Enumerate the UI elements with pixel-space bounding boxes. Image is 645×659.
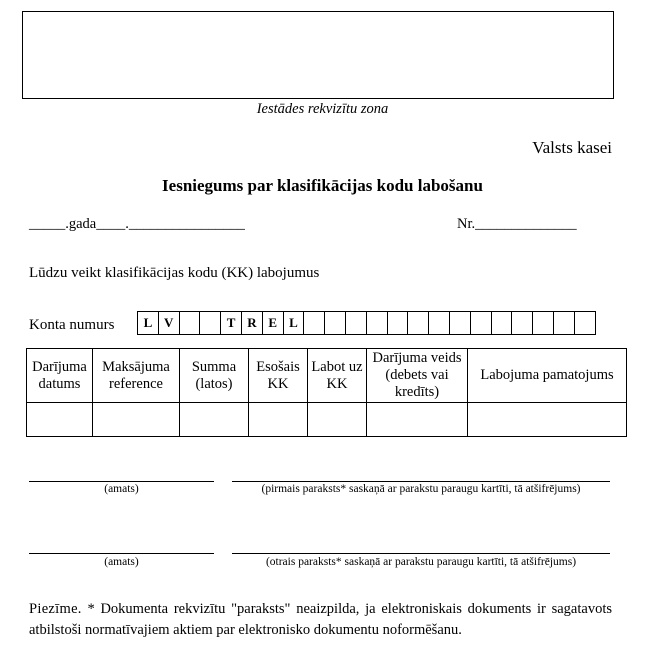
table-cell[interactable] — [93, 403, 180, 437]
table-cell[interactable] — [27, 403, 93, 437]
table-header-row — [27, 349, 627, 403]
date-line[interactable]: _____.gada____.________________ — [29, 216, 245, 232]
corrections-table — [26, 348, 627, 437]
note-label: Piezīme. — [29, 601, 82, 617]
account-cell[interactable]: L — [138, 312, 159, 334]
account-number-cells[interactable] — [137, 311, 596, 335]
col-transaction-type: Darījuma veids (debets vai kredīts) — [367, 349, 468, 403]
requisites-caption: Iestādes rekvizītu zona — [256, 101, 389, 117]
account-cell[interactable] — [450, 312, 471, 334]
account-cell[interactable]: R — [242, 312, 263, 334]
position-line-1[interactable] — [29, 481, 214, 482]
signature-line-2[interactable] — [232, 553, 610, 554]
account-cell[interactable]: L — [284, 312, 305, 334]
document-title: Iesniegums par klasifikācijas kodu labošanu — [162, 176, 483, 195]
position-line-2[interactable] — [29, 553, 214, 554]
account-cell[interactable] — [429, 312, 450, 334]
account-cell[interactable] — [471, 312, 492, 334]
col-amount: Summa (latos) — [180, 349, 249, 403]
col-correction-reason: Labojuma pamatojums — [468, 349, 627, 403]
col-payment-reference: Maksājuma reference — [93, 349, 180, 403]
signature-caption-2: (otrais paraksts* saskaņā ar parakstu paraugu kartīti, tā atšifrējums) — [265, 556, 577, 568]
table-cell[interactable] — [367, 403, 468, 437]
requisites-box — [22, 11, 614, 99]
account-cell[interactable] — [180, 312, 201, 334]
account-cell[interactable] — [512, 312, 533, 334]
account-cell[interactable] — [304, 312, 325, 334]
note-text: * Dokumenta rekvizītu "paraksts" neaizpilda, ja elektroniskais dokuments ir sagatavots atbilstoši normatīvajiem aktiem par elektronisko dokumentu noformēšanu. — [29, 601, 612, 639]
account-cell[interactable] — [325, 312, 346, 334]
table-cell[interactable] — [180, 403, 249, 437]
request-text: Lūdzu veikt klasifikācijas kodu (KK) labojumus — [29, 265, 320, 281]
account-cell[interactable] — [388, 312, 409, 334]
col-transaction-date: Darījuma datums — [27, 349, 93, 403]
account-cell[interactable] — [200, 312, 221, 334]
table-cell[interactable] — [308, 403, 367, 437]
account-cell[interactable]: V — [159, 312, 180, 334]
account-cell[interactable] — [554, 312, 575, 334]
recipient: Valsts kasei — [532, 138, 612, 157]
account-cell[interactable] — [533, 312, 554, 334]
number-line[interactable]: Nr.______________ — [457, 216, 577, 232]
signature-caption-1: (pirmais paraksts* saskaņā ar parakstu paraugu kartīti, tā atšifrējums) — [261, 483, 581, 495]
position-caption-2: (amats) — [104, 556, 139, 568]
footnote — [29, 599, 612, 641]
position-caption-1: (amats) — [104, 483, 139, 495]
table-cell[interactable] — [468, 403, 627, 437]
col-corrected-code: Labot uz KK — [308, 349, 367, 403]
account-cell[interactable] — [408, 312, 429, 334]
account-cell[interactable] — [346, 312, 367, 334]
account-cell[interactable]: T — [221, 312, 242, 334]
account-cell[interactable] — [367, 312, 388, 334]
col-current-code: Esošais KK — [249, 349, 308, 403]
account-cell[interactable]: E — [263, 312, 284, 334]
account-cell[interactable] — [492, 312, 513, 334]
table-cell[interactable] — [249, 403, 308, 437]
table-row — [27, 403, 627, 437]
account-label: Konta numurs — [29, 317, 115, 333]
signature-line-1[interactable] — [232, 481, 610, 482]
account-cell[interactable] — [575, 312, 596, 334]
